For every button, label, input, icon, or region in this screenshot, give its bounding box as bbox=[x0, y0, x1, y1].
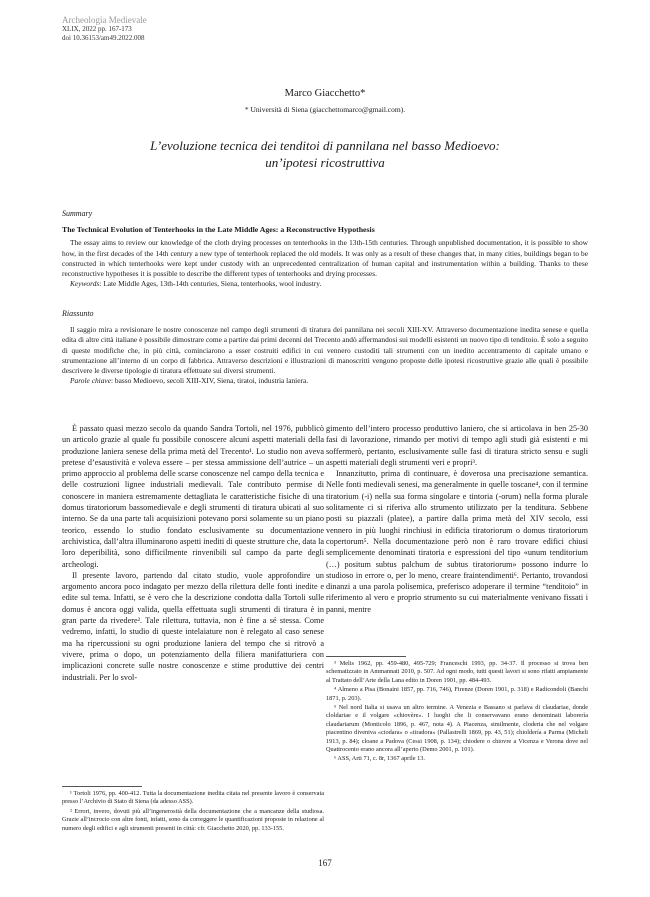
author-name: Marco Giacchetto* bbox=[284, 88, 366, 99]
riassunto-text: Il saggio mira a revisionare le nostre conoscenze nel campo degli strumenti di tiratura dei pannilana nei secoli XIII-XV. Attraverso documentazione inedita senese e quella edita di altre città italiane è possibile dimostrare come a partire dai primi decenni del Trecento andò affermandosi sui modelli esistenti un nuovo tipo di tenditoio. È solo a seguito di queste modifiche che, in più città, cominciarono a esser costruiti edifici in cui vennero custoditi tali strumenti con un inedito accentramento di capitale umano e strumentazione all’interno di un corpo di fabbrica. Attraverso descrizioni e illustrazioni di manoscritti vengono proposte delle ipotesi ricostruttive grazie alle quali è possibile descrivere le diverse tipologie di tiratura effettuate sui diversi strumenti. bbox=[62, 325, 588, 376]
body-column-right bbox=[326, 423, 588, 615]
journal-volume: XLIX, 2022 pp. 167-173 bbox=[62, 25, 132, 33]
body-paragraph: È passato quasi mezzo secolo da quando Sandra Tortoli, nel 1976, pubblicò un articolo grazie al quale fu possibile conoscere alcuni aspetti materiali della produzione laniera senese della prima metà del Trecento¹. Lo studio non aveva pretese d’esaustività e voleva essere – per stessa ammissione dell’autrice – un primo approccio al problema delle scarse conoscenze nel campo della tecnica e delle costruzioni lignee industriali medievali. Tale contributo permise di conoscere in maniera estremamente dettagliata le caratteristiche fisiche di una domus tiratoriorum bassomedievale e degli strumenti di tiratura ubicati al suo interno. Se da una parte tali acquisizioni potevano porsi solamente su un piano teorico, essendo lo studio fondato esclusivamente su documentazione archivistica, dall’altra illuminarono aspetti inediti di queste strutture che, data la loro deperibilità, sono difficilmente rinvenibili sul campo da parte degli archeologi. bbox=[62, 424, 324, 569]
body-column-left bbox=[62, 423, 324, 683]
summary-heading: Summary bbox=[62, 209, 93, 218]
footnotes-right bbox=[326, 660, 588, 765]
footnote: ⁵ Nel nord Italia si usava un altro termine. A Venezia e Bassano si parlava di claudariae, donde cloldariae e il volgare «chiovère». I luoghi che li conservavano erano denominati laborerìa claudariarum (Monticolo 1896, p. 467, nota 4). A Piacenza, similmente, cloderia che nel volgare piacentino diveniva «ciodara» o «tiradora» (Pallastrelli 1869, pp. 43, 51); chioldería a Parma (Micheli 1913, p. 84); cloane a Padova (Cessi 1908, p. 134); chiodere o chiovre a Vicenza e Verona dove nel Quattrocento erano ancora all’aperto (Demo 2001, p. 101). bbox=[326, 704, 588, 754]
journal-doi: doi 10.36153/am49.2022.008 bbox=[62, 34, 145, 42]
riassunto-section bbox=[62, 309, 588, 386]
journal-name: Archeologia Medievale bbox=[62, 15, 147, 25]
riassunto-keywords-text: : basso Medioevo, secoli XIII-XIV, Siena, tiratoi, industria laniera. bbox=[110, 376, 309, 386]
page-number: 167 bbox=[318, 858, 332, 868]
title-line-2: un’ipotesi ricostruttiva bbox=[265, 155, 385, 170]
body-paragraph: Il presente lavoro, partendo dal citato studio, vuole approfondire un argomento ancora poco indagato per mezzo della rilettura delle fonti inedite e edite sul tema. Infatti, se è vero che la descrizione condotta dalla Tortoli sulle domus è ancora oggi valida, quella effettuata sugli strumenti di tiratura è in gran parte da rivedere². Tale rilettura, tuttavia, non è fine a sé stessa. Come vedremo, infatti, lo studio di queste intelaiature non è relegato al caso senese ma ha ripercussioni su ogni produzione laniera del tempo che si ritrovò a vivere, prima o dopo, un potenziamento della filiera manifatturiera con implicazioni concrete sulle nostre conoscenze e stime produttive dei centri industriali. Per lo svol- bbox=[62, 570, 324, 682]
summary-keywords bbox=[70, 279, 588, 289]
footnote-rule bbox=[62, 786, 142, 787]
summary-subtitle: The Technical Evolution of Tenterhooks in the Late Middle Ages: a Reconstructive Hypothesis bbox=[62, 225, 375, 235]
body-paragraph: Innanzitutto, prima di continuare, è doverosa una precisazione semantica. Nelle fonti medievali senesi, ma generalmente in quelle toscane⁴, con il termine tiratorium (-i) nella sua forma singolare e tintoria (-orum) nella forma plurale solitamente ci si riferiva allo strumento utilizzato per la tenditura. Sebbene posti su piazzali (platee), a partire dalla prima metà del XIV secolo, essi vennero in più luoghi rinchiusi in edificia tiratoriorum o domus tiratoriorum copertorum⁵. Nella documentazione però non è raro trovare edifici chiusi semplicemente denominati tiratoria e espressioni del tipo «unum tenditorium (…) positum subtus palchum de subtus tiratoriorum» possono indurre lo studioso in errore o, per lo meno, creare fraintendimenti⁶. Pertanto, trovandosi dinanzi a una parola polisemica, preferisco adoperare il termine “tenditoio” in riferimento al vero e proprio strumento su cui materialmente venivano fissati i panni, mentre bbox=[326, 469, 588, 614]
riassunto-heading: Riassunto bbox=[62, 309, 94, 318]
author-affiliation: * Università di Siena (giacchettomarco@gmail.com). bbox=[244, 105, 406, 114]
summary-text: The essay aims to review our knowledge of the cloth drying processes on tenterhooks in the 13th-15th centuries. Through unpublished documentation, it is possible to show how, in the first decades of the 14th century a new type of tenterhook replaced the old models. It was only as a result of these changes that, in many cities, buildings began to be constructed in which tenterhooks were kept under custody with an unprecedented centralization of human capital and instrumentation within a building. Thanks to these reconstructive hypotheses it is possible to describe the different types of tenterhooks and drying processes. bbox=[62, 238, 588, 279]
summary-keywords-label: Keywords bbox=[70, 279, 100, 289]
title-line-1: L’evoluzione tecnica dei tenditoi di pannilana nel basso Medioevo: bbox=[150, 138, 500, 153]
summary-keywords-text: : Late Middle Ages, 13th-14th centuries, Siena, tenterhooks, wool industry. bbox=[99, 279, 322, 289]
footnotes-left bbox=[62, 790, 324, 834]
footnote-rule bbox=[326, 656, 406, 657]
summary-section bbox=[62, 209, 588, 289]
riassunto-keywords bbox=[70, 376, 588, 386]
footnote: ¹ Tortoli 1976, pp. 400-412. Tutta la documentazione inedita citata nel presente lavoro è conservata presso l’Archivio di Stato di Siena (da adesso ASS). bbox=[62, 790, 324, 806]
body-paragraph: gimento dell’intero processo produttivo laniero, che si articolava in ben 25-30 fasi di lavorazione, rimando per motivi di tempo agli studi già esistenti e mi soffermerò, pertanto, esclusivamente sulle fasi di tiratura stricto sensu e sugli aspetti materiali degli strumenti veri e propri³. bbox=[326, 424, 588, 467]
footnote: ³ Melis 1962, pp. 459-480, 495-729; Franceschi 1993, pp. 34-37. Il processo si trova ben schematizzato in Ammannati 2010, p. 507. Ad ogni modo, tutti questi lavori si sono rifatti ampiamente al Trattato dell’Arte della Lana edito in Doren 1901, pp. 484-493. bbox=[326, 660, 588, 684]
riassunto-keywords-label: Parole chiave bbox=[70, 376, 111, 386]
paper-title bbox=[60, 137, 590, 171]
journal-header bbox=[62, 16, 147, 43]
footnote: ² Errori, invero, dovuti più all’ingenerosità della documentazione che a mancanze della studiosa. Grazie all’incrocio con altre fonti, infatti, sono da correggere le quantificazioni proposte in relazione al numero degli edifici e agli strumenti presenti in città: cfr. Giacchetto 2020, pp. 133-155. bbox=[62, 807, 324, 832]
footnote: ⁴ Almeno a Pisa (Bonaini 1857, pp. 716, 746), Firenze (Doren 1901, p. 318) e Radicondoli (Banchi 1871, p. 203). bbox=[326, 686, 588, 702]
footnote: ⁶ ASS, Arti 71, c. 8r, 1367 aprile 13. bbox=[334, 755, 425, 763]
